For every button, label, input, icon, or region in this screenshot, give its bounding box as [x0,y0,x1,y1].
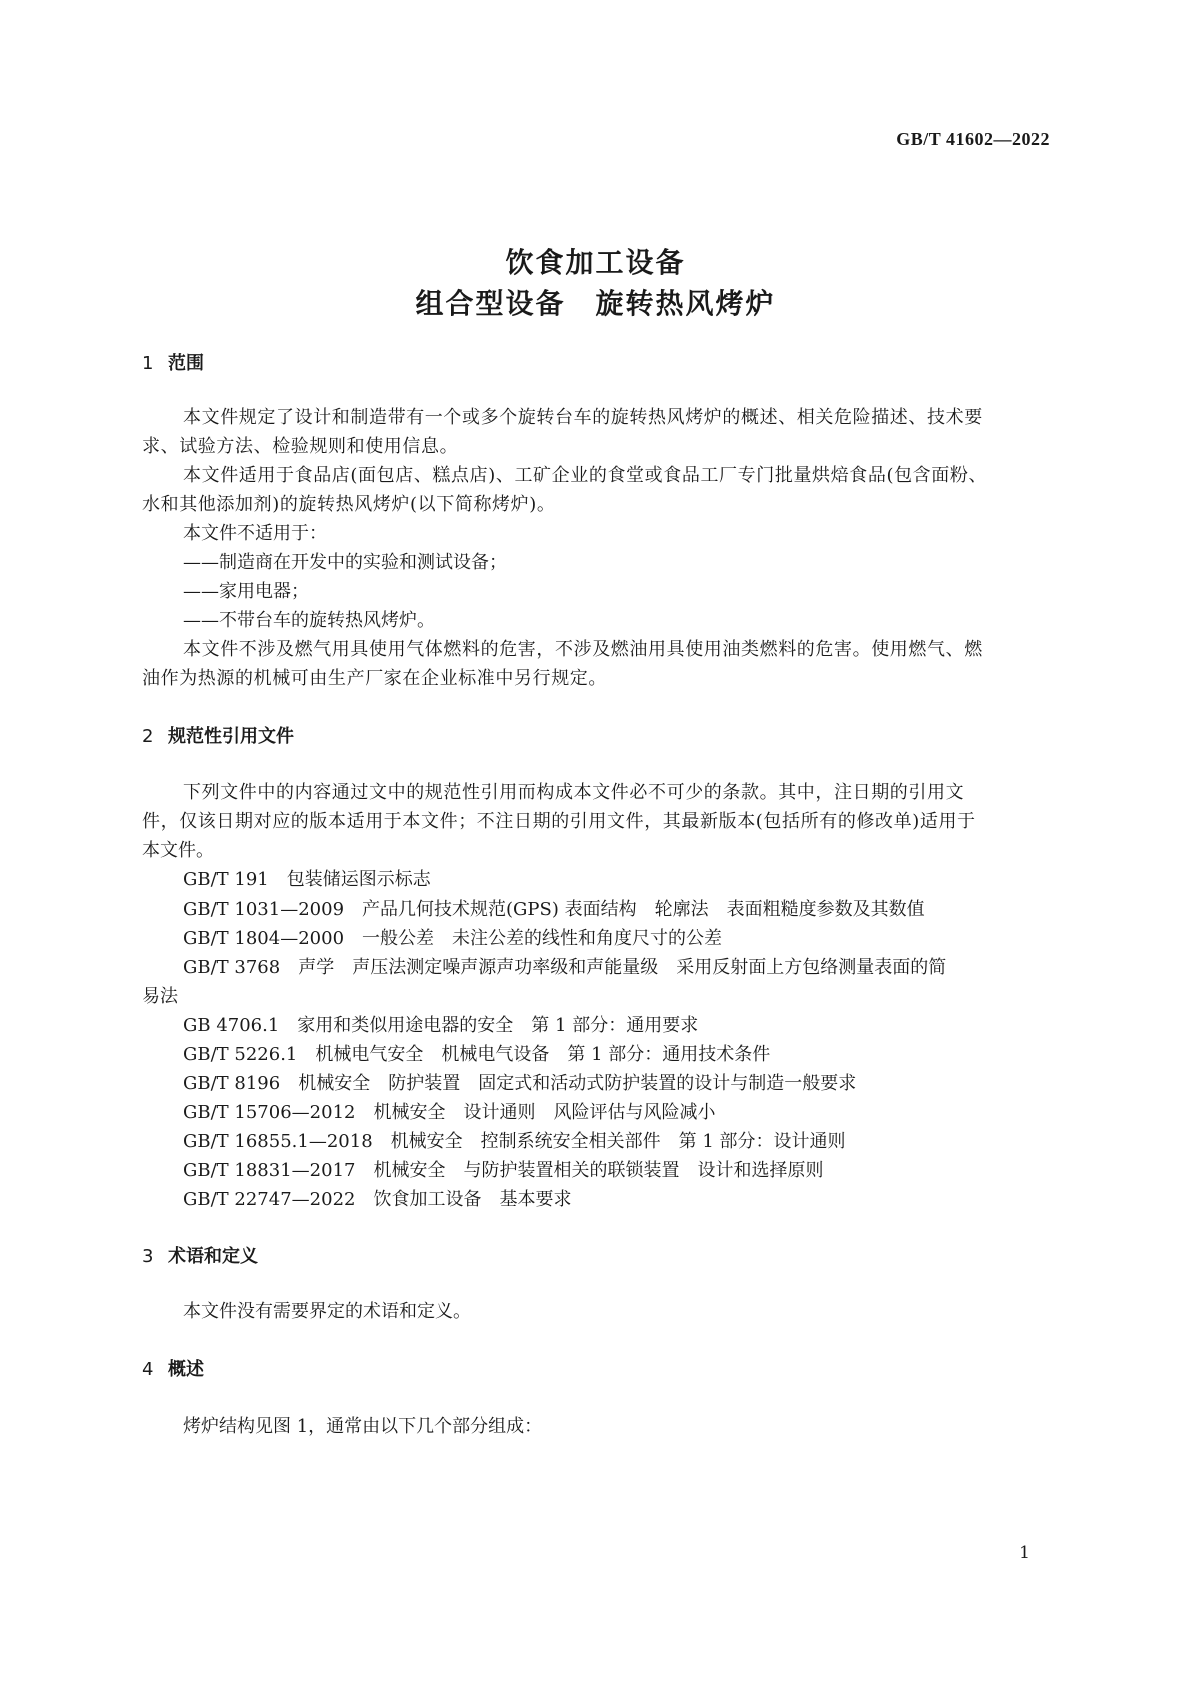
section-number: 1 [142,353,154,374]
paragraph-line: 本文件不适用于： [183,523,327,544]
section-title: 概述 [168,1359,204,1380]
document-title-line-1: 饮食加工设备 [505,246,686,279]
reference-item: GB/T 16855.1—2018 机械安全 控制系统安全相关部件 第 1 部分：设计通则 [183,1131,846,1152]
paragraph-line: 件，仅该日期对应的版本适用于本文件；不注日期的引用文件，其最新版本(包括所有的修改单)适用于 [142,811,976,832]
paragraph-line: 下列文件中的内容通过文中的规范性引用而构成本文件必不可少的条款。其中，注日期的引用文 [183,782,965,803]
paragraph-line: 求、试验方法、检验规则和使用信息。 [142,436,459,457]
section-heading [142,1355,204,1381]
paragraph-line: 本文件规定了设计和制造带有一个或多个旋转台车的旋转热风烤炉的概述、相关危险描述、技术要 [183,407,983,428]
paragraph-line: 本文件。 [142,840,214,861]
paragraph-line: 本文件适用于食品店(面包店、糕点店)、工矿企业的食堂或食品工厂专门批量烘焙食品(包含面粉、 [183,465,988,486]
reference-item: 易法 [142,986,178,1007]
reference-item: GB/T 191 包装储运图示标志 [183,869,431,890]
reference-item: GB/T 8196 机械安全 防护装置 固定式和活动式防护装置的设计与制造一般要求 [183,1073,857,1094]
reference-item: GB/T 5226.1 机械电气安全 机械电气设备 第 1 部分：通用技术条件 [183,1044,771,1065]
reference-item: GB/T 22747—2022 饮食加工设备 基本要求 [183,1189,572,1210]
reference-item: GB/T 3768 声学 声压法测定噪声源声功率级和声能量级 采用反射面上方包络测量表面的简 [183,957,947,978]
reference-item: GB/T 1804—2000 一般公差 未注公差的线性和角度尺寸的公差 [183,928,723,949]
section-number: 4 [142,1359,154,1380]
paragraph-line: 本文件没有需要界定的术语和定义。 [183,1301,471,1322]
section-heading [142,1242,258,1268]
section-title: 术语和定义 [168,1246,258,1267]
page-number: 1 [1019,1543,1030,1563]
reference-item: GB 4706.1 家用和类似用途电器的安全 第 1 部分：通用要求 [183,1015,699,1036]
reference-item: GB/T 15706—2012 机械安全 设计通则 风险评估与风险减小 [183,1102,716,1123]
section-number: 2 [142,726,154,747]
reference-item: GB/T 18831—2017 机械安全 与防护装置相关的联锁装置 设计和选择原则 [183,1160,824,1181]
paragraph-line: 本文件不涉及燃气用具使用气体燃料的危害，不涉及燃油用具使用油类燃料的危害。使用燃气、燃 [183,639,983,660]
standard-code: GB/T 41602—2022 [896,129,1050,149]
section-heading [142,722,294,748]
list-item: ——家用电器； [183,581,309,602]
section-title: 范围 [168,353,204,374]
paragraph-line: 水和其他添加剂)的旋转热风烤炉(以下简称烤炉)。 [142,494,556,515]
section-title: 规范性引用文件 [168,726,294,747]
document-title-line-2: 组合型设备 旋转热风烤炉 [415,287,776,320]
paragraph-line: 烤炉结构见图 1，通常由以下几个部分组成： [183,1416,543,1437]
reference-item: GB/T 1031—2009 产品几何技术规范(GPS) 表面结构 轮廓法 表面粗糙度参数及其数值 [183,899,925,920]
paragraph-line: 油作为热源的机械可由生产厂家在企业标准中另行规定。 [142,668,607,689]
section-number: 3 [142,1246,154,1267]
list-item: ——不带台车的旋转热风烤炉。 [183,610,435,631]
section-heading [142,349,204,375]
list-item: ——制造商在开发中的实验和测试设备； [183,552,507,573]
